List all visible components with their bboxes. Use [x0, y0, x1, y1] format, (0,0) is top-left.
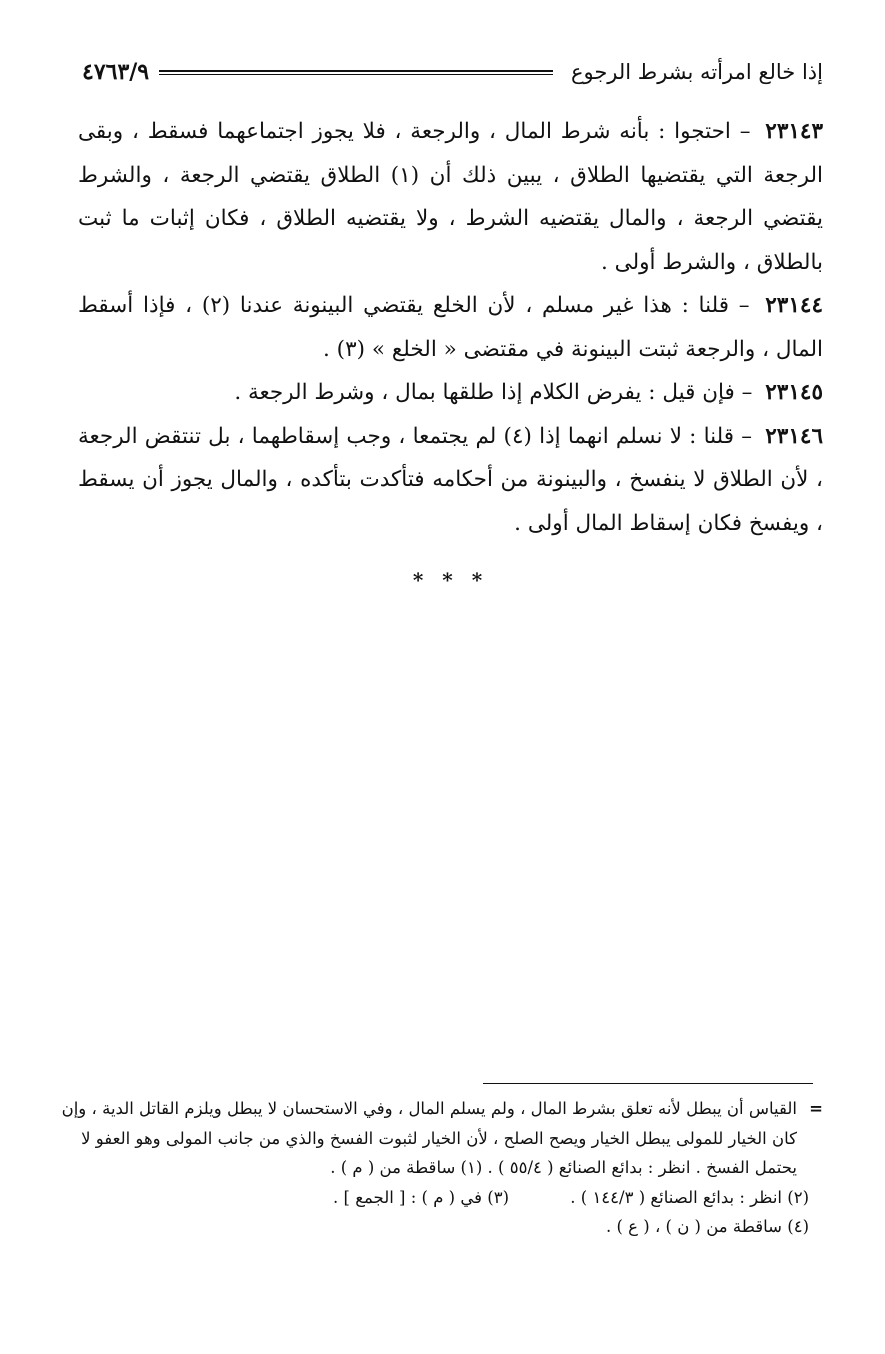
paragraph-23144 [78, 284, 823, 371]
paragraph-23145 [78, 371, 823, 415]
continuation-mark: = [809, 1099, 823, 1118]
paragraph-number: ٢٣١٤٤ [765, 293, 823, 318]
paragraph-text: – قلنا : هذا غير مسلم ، لأن الخلع يقتضي البينونة عندنا (٢) ، فإذا أسقط المال ، والرجعة ثبتت البينونة في مقتضى « الخلع » (٣) . [78, 293, 823, 362]
paragraph-text: – قلنا : لا نسلم انهما إذا (٤) لم يجتمعا ، وجب إسقاطهما ، بل تنتقض الرجعة ، لأن الطلاق لا ينفسخ ، والبينونة من أحكامه فتأكدت بتأكده ، والمال يجوز أن يسقط ، ويفسخ فكان إسقاط المال أولى . [78, 423, 823, 536]
paragraph-text: – فإن قيل : يفرض الكلام إذا طلقها بمال ، وشرط الرجعة . [234, 380, 753, 405]
footnote-2: (٢) انظر : بدائع الصنائع ( ١٤٤/٣ ) . [570, 1187, 809, 1207]
paragraph-23143 [78, 110, 823, 284]
page-number: ٤٧٦٣/٩ [82, 59, 150, 85]
footnote-3: (٣) في ( م ) : [ الجمع ] . [333, 1187, 509, 1207]
paragraph-text: – احتجوا : بأنه شرط المال ، والرجعة ، فلا يجوز اجتماعهما فسقط ، وبقى الرجعة التي يقتضيها الطلاق ، يبين ذلك أن (١) الطلاق يقتضي الرجعة ، والشرط يقتضي الرجعة ، والمال يقتضيه الشرط ، ولا يقتضيه الطلاق ، فكان إثبات ما ثبت بالطلاق ، والشرط أولى . [78, 119, 823, 275]
footnote-continuation-text: القياس أن يبطل لأنه تعلق بشرط المال ، ولم يسلم المال ، وفي الاستحسان لا يبطل ويلزم القاتل الدية ، وإن كان الخيار للمولى يبطل الخيار ويصح الصلح ، لأن الخيار لثبوت الفسخ والذي من جانب المولى وهو العفو لا يحتمل الفسخ . انظر : بدائع الصنائع ( ٥٥/٤ ) . (١) ساقطة من ( م ) . [61, 1099, 797, 1177]
footnote-row [60, 1183, 823, 1213]
footnote-rule [483, 1083, 813, 1084]
footnote-4: (٤) ساقطة من ( ن ) ، ( ع ) . [606, 1217, 809, 1236]
paragraph-23146 [78, 415, 823, 546]
chapter-title: إذا خالع امرأته بشرط الرجوع [570, 60, 823, 84]
section-separator: * * * [412, 568, 489, 592]
running-header [82, 52, 823, 92]
paragraph-number: ٢٣١٤٥ [765, 380, 823, 405]
paragraph-number: ٢٣١٤٦ [765, 423, 823, 449]
header-rule [159, 70, 553, 75]
footnote-continuation [60, 1094, 823, 1183]
paragraph-number: ٢٣١٤٣ [765, 119, 824, 144]
footnotes [60, 1094, 823, 1242]
main-text [78, 110, 823, 603]
